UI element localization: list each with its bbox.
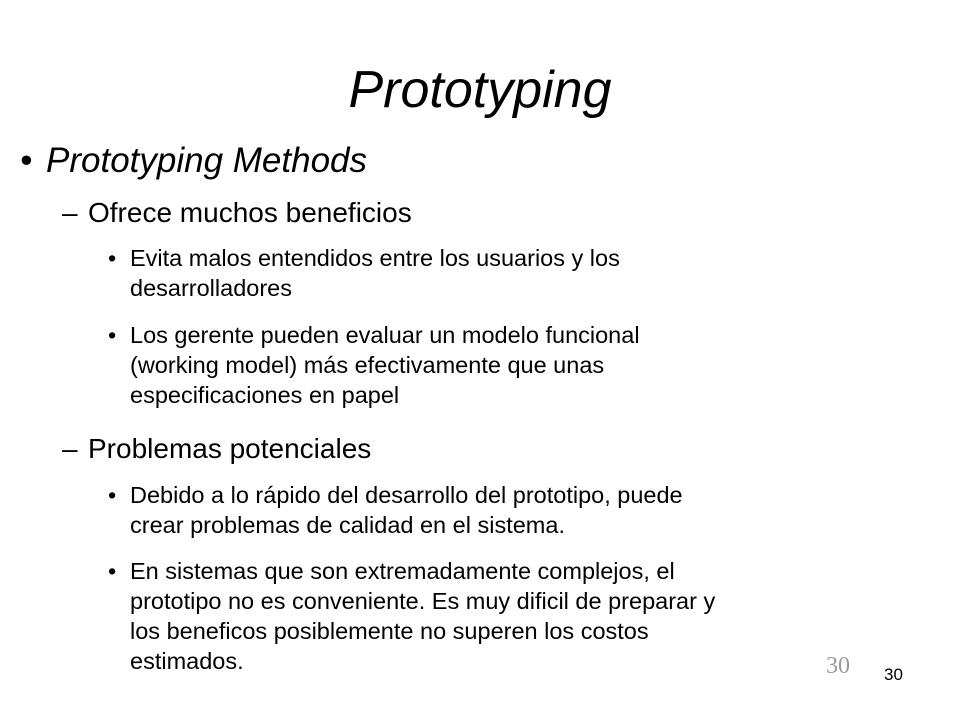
page-number-watermark: 30 bbox=[826, 653, 850, 679]
bullet-icon: • bbox=[108, 245, 117, 271]
level1-text: Prototyping Methods bbox=[46, 141, 368, 180]
list-item-line: Los gerente pueden evaluar un modelo funcional bbox=[130, 322, 640, 348]
page-number: 30 bbox=[884, 665, 903, 684]
bullet-icon: • bbox=[108, 482, 117, 508]
list-item-line: Evita malos entendidos entre los usuarios y los bbox=[130, 245, 620, 271]
section-heading bbox=[62, 432, 371, 466]
list-item-line: (working model) más efectivamente que unas bbox=[130, 352, 605, 378]
section-heading-text: Problemas potenciales bbox=[88, 433, 372, 464]
list-item-line: estimados. bbox=[130, 648, 244, 674]
list-item-line: En sistemas que son extremadamente complejos, el bbox=[130, 558, 675, 584]
section-heading bbox=[62, 196, 412, 230]
list-item-line: desarrolladores bbox=[130, 275, 292, 301]
level1-item bbox=[20, 140, 367, 182]
list-item-line: Debido a lo rápido del desarrollo del prototipo, puede bbox=[130, 482, 683, 508]
list-item bbox=[108, 480, 948, 540]
list-item-line: especificaciones en papel bbox=[130, 382, 400, 408]
list-item bbox=[108, 320, 948, 410]
list-item-line: prototipo no es conveniente. Es muy dificil de preparar y bbox=[130, 588, 716, 614]
bullet-icon: • bbox=[108, 558, 117, 584]
list-item bbox=[108, 243, 948, 303]
section-heading-text: Ofrece muchos beneficios bbox=[88, 197, 412, 228]
bullet-icon: • bbox=[20, 141, 33, 180]
slide-title: Prototyping bbox=[348, 61, 612, 119]
list-item-line: los beneficos posiblemente no superen los costos bbox=[130, 618, 649, 644]
dash-icon: – bbox=[62, 433, 78, 464]
bullet-icon: • bbox=[108, 322, 117, 348]
list-item-line: crear problemas de calidad en el sistema. bbox=[130, 512, 565, 538]
list-item bbox=[108, 556, 948, 676]
dash-icon: – bbox=[62, 197, 78, 228]
